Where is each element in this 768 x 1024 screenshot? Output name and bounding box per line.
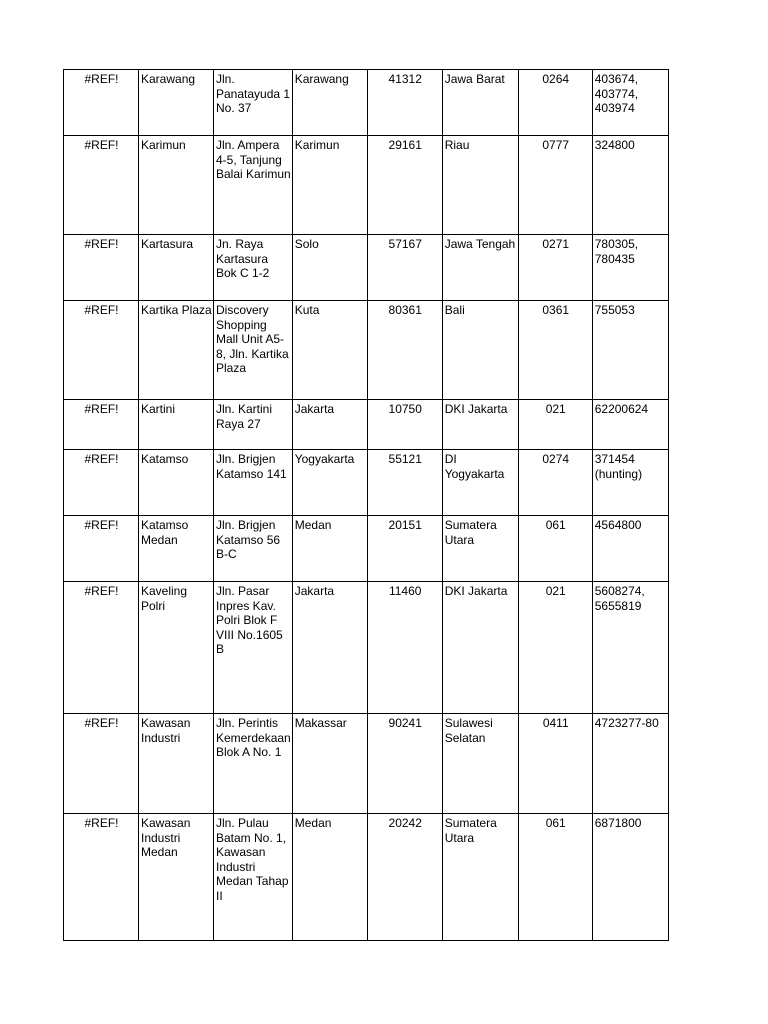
area-code-cell: 0777 [518,136,592,235]
table-row [64,70,669,136]
ref-cell: #REF! [64,400,139,450]
phone-cell: 755053 [592,301,668,400]
postal-code-cell: 55121 [367,450,442,516]
address-cell: Jn. Raya Kartasura Bok C 1-2 [214,235,293,301]
city-cell: Medan [292,814,367,941]
phone-cell: 324800 [592,136,668,235]
ref-cell: #REF! [64,136,139,235]
address-cell: Discovery Shopping Mall Unit A5-8, Jln. Kartika Plaza [214,301,293,400]
area-code-cell: 061 [518,814,592,941]
postal-code-cell: 57167 [367,235,442,301]
area-code-cell: 021 [518,582,592,714]
area-code-cell: 0361 [518,301,592,400]
branch-cell: Kawasan Industri [139,714,214,814]
province-cell: DI Yogyakarta [442,450,518,516]
phone-cell: 6871800 [592,814,668,941]
ref-cell: #REF! [64,235,139,301]
phone-cell: 371454 (hunting) [592,450,668,516]
province-cell: Bali [442,301,518,400]
area-code-cell: 0411 [518,714,592,814]
postal-code-cell: 90241 [367,714,442,814]
area-code-cell: 061 [518,516,592,582]
address-cell: Jln. Perintis Kemerdekaan Blok A No. 1 [214,714,293,814]
address-cell: Jln. Pasar Inpres Kav. Polri Blok F VIII No.1605 B [214,582,293,714]
phone-cell: 4723277-80 [592,714,668,814]
branch-table [63,69,669,941]
table-row [64,301,669,400]
phone-cell: 62200624 [592,400,668,450]
branch-cell: Karimun [139,136,214,235]
ref-cell: #REF! [64,516,139,582]
province-cell: Sumatera Utara [442,516,518,582]
city-cell: Karimun [292,136,367,235]
province-cell: Jawa Barat [442,70,518,136]
branch-cell: Kartika Plaza [139,301,214,400]
phone-cell: 780305, 780435 [592,235,668,301]
ref-cell: #REF! [64,814,139,941]
table-row [64,814,669,941]
province-cell: Sumatera Utara [442,814,518,941]
ref-cell: #REF! [64,70,139,136]
area-code-cell: 021 [518,400,592,450]
branch-cell: Katamso Medan [139,516,214,582]
table-body [64,70,669,941]
branch-cell: Kaveling Polri [139,582,214,714]
address-cell: Jln. Pulau Batam No. 1, Kawasan Industri Medan Tahap II [214,814,293,941]
province-cell: DKI Jakarta [442,582,518,714]
table-row [64,136,669,235]
table-row [64,400,669,450]
table-row [64,714,669,814]
province-cell: Riau [442,136,518,235]
phone-cell: 4564800 [592,516,668,582]
branch-cell: Kawasan Industri Medan [139,814,214,941]
address-cell: Jln. Brigjen Katamso 141 [214,450,293,516]
city-cell: Solo [292,235,367,301]
area-code-cell: 0264 [518,70,592,136]
postal-code-cell: 20151 [367,516,442,582]
postal-code-cell: 11460 [367,582,442,714]
postal-code-cell: 80361 [367,301,442,400]
postal-code-cell: 41312 [367,70,442,136]
city-cell: Kuta [292,301,367,400]
ref-cell: #REF! [64,714,139,814]
address-cell: Jln. Kartini Raya 27 [214,400,293,450]
table-row [64,516,669,582]
city-cell: Medan [292,516,367,582]
province-cell: Sulawesi Selatan [442,714,518,814]
city-cell: Makassar [292,714,367,814]
table-row [64,235,669,301]
address-cell: Jln. Brigjen Katamso 56 B-C [214,516,293,582]
branch-cell: Katamso [139,450,214,516]
table-row [64,450,669,516]
table-row [64,582,669,714]
area-code-cell: 0271 [518,235,592,301]
ref-cell: #REF! [64,301,139,400]
area-code-cell: 0274 [518,450,592,516]
ref-cell: #REF! [64,450,139,516]
branch-cell: Karawang [139,70,214,136]
ref-cell: #REF! [64,582,139,714]
postal-code-cell: 29161 [367,136,442,235]
city-cell: Yogyakarta [292,450,367,516]
city-cell: Karawang [292,70,367,136]
phone-cell: 5608274, 5655819 [592,582,668,714]
phone-cell: 403674, 403774, 403974 [592,70,668,136]
province-cell: DKI Jakarta [442,400,518,450]
province-cell: Jawa Tengah [442,235,518,301]
city-cell: Jakarta [292,400,367,450]
postal-code-cell: 20242 [367,814,442,941]
address-cell: Jln. Panatayuda 1 No. 37 [214,70,293,136]
branch-cell: Kartasura [139,235,214,301]
postal-code-cell: 10750 [367,400,442,450]
address-cell: Jln. Ampera 4-5, Tanjung Balai Karimun [214,136,293,235]
branch-cell: Kartini [139,400,214,450]
city-cell: Jakarta [292,582,367,714]
